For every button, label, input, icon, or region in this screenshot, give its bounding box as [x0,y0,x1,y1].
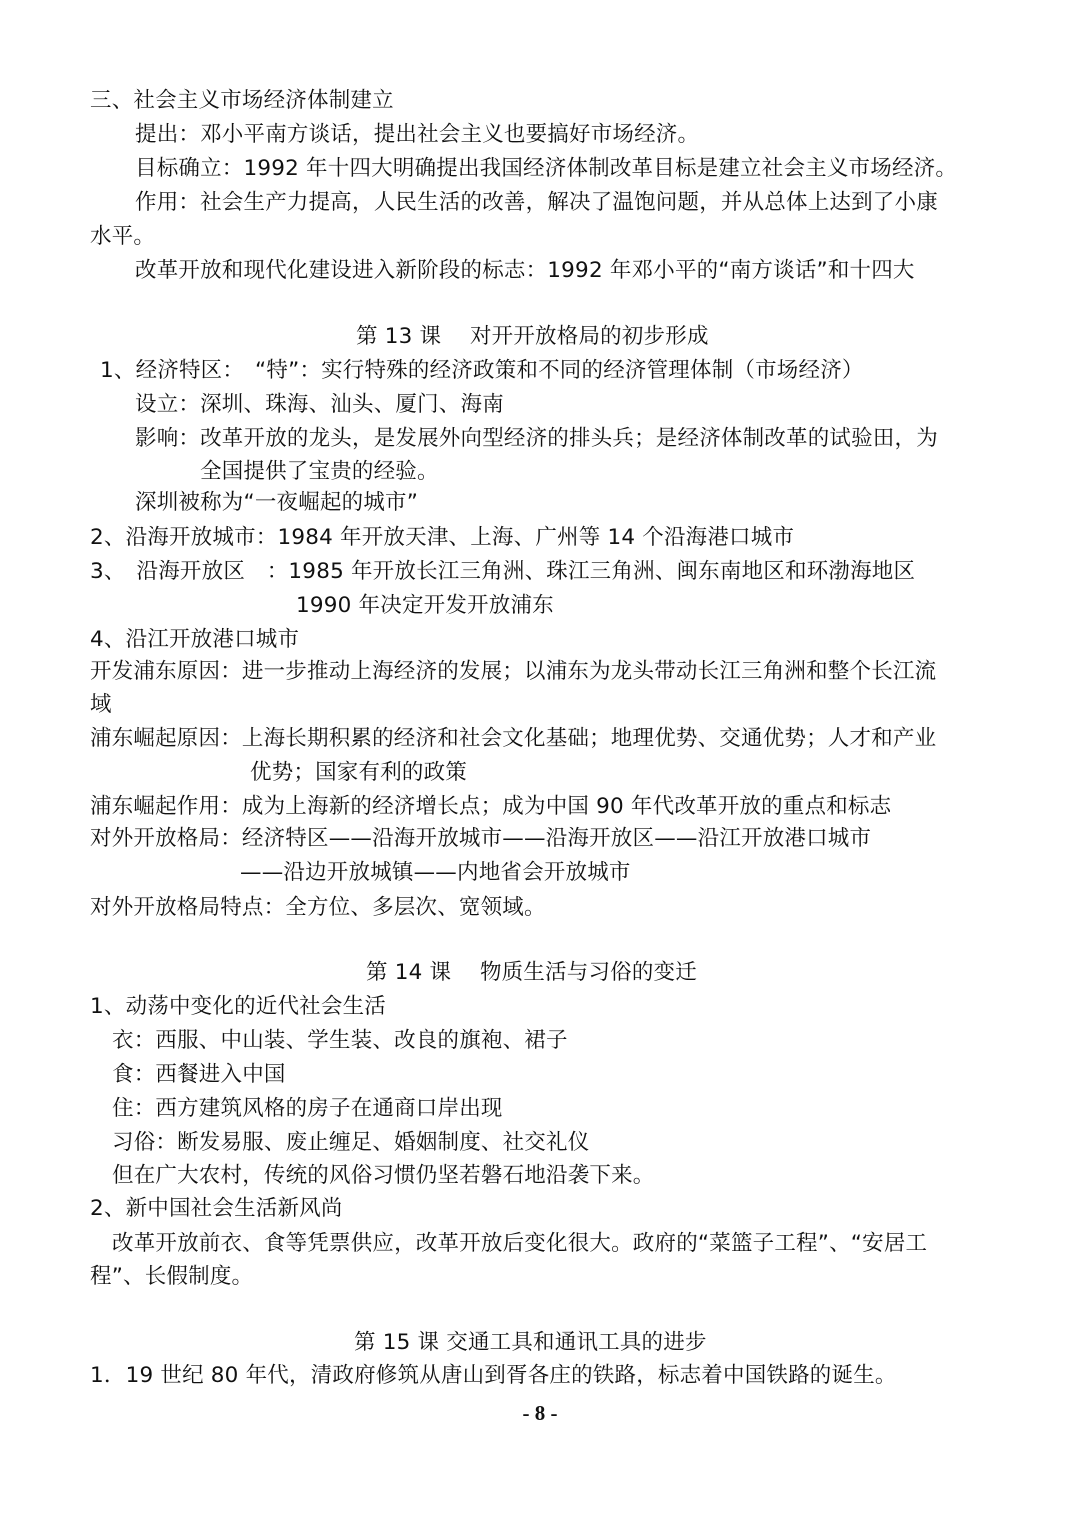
text-line: 衣：西服、中山装、学生装、改良的旗袍、裙子 [112,1028,568,1053]
text-line: 开发浦东原因：进一步推动上海经济的发展；以浦东为龙头带动长江三角洲和整个长江流 [90,659,937,684]
text-line: 对外开放格局特点：全方位、多层次、宽领域。 [90,895,546,920]
text-line: ——沿边开放城镇——内地省会开放城市 [240,860,631,885]
text-line: 水平。 [90,224,156,249]
text-line: 浦东崛起作用：成为上海新的经济增长点；成为中国 90 年代改革开放的重点和标志 [90,794,892,819]
text-line: 影响：改革开放的龙头，是发展外向型经济的排头兵；是经济体制改革的试验田，为 [135,426,938,451]
text-line: 习俗：断发易服、废止缠足、婚姻制度、社交礼仪 [112,1130,590,1155]
lesson-title: 第 15 课 交通工具和通讯工具的进步 [354,1330,707,1355]
page-number: - 8 - [522,1401,558,1425]
section-heading: 2、新中国社会生活新风尚 [90,1196,343,1221]
text-line: 浦东崛起原因：上海长期积累的经济和社会文化基础；地理优势、交通优势；人才和产业 [90,726,937,751]
text-line: 1990 年决定开发开放浦东 [296,593,554,618]
text-line: 4、沿江开放港口城市 [90,627,300,652]
text-line: 深圳被称为“一夜崛起的城市” [135,490,419,515]
text-line: 1、经济特区： “特”：实行特殊的经济政策和不同的经济管理体制（市场经济） [100,358,864,383]
section-heading: 三、社会主义市场经济体制建立 [90,88,394,113]
text-line: 作用：社会生产力提高，人民生活的改善，解决了温饱问题，并从总体上达到了小康 [135,190,938,215]
text-line: 2、沿海开放城市：1984 年开放天津、上海、广州等 14 个沿海港口城市 [90,525,795,550]
lesson-title: 第 14 课 物质生活与习俗的变迁 [366,960,697,985]
text-line: 对外开放格局：经济特区——沿海开放城市——沿海开放区——沿江开放港口城市 [90,826,872,851]
text-line: 3、 沿海开放区 ：1985 年开放长江三角洲、珠江三角洲、闽东南地区和环渤海地区 [90,559,916,584]
text-line: 住：西方建筑风格的房子在通商口岸出现 [112,1096,503,1121]
text-line: 目标确立：1992 年十四大明确提出我国经济体制改革目标是建立社会主义市场经济。 [135,156,958,181]
text-line: 程”、长假制度。 [90,1264,254,1289]
text-line: 设立：深圳、珠海、汕头、厦门、海南 [135,392,504,417]
text-line: 但在广大农村，传统的风俗习惯仍坚若磐石地沿袭下来。 [112,1163,655,1188]
text-line: 改革开放前衣、食等凭票供应，改革开放后变化很大。政府的“菜篮子工程”、“安居工 [112,1231,928,1256]
lesson-title: 第 13 课 对开开放格局的初步形成 [356,324,709,349]
text-line: 优势；国家有利的政策 [250,760,468,785]
text-line: 全国提供了宝贵的经验。 [200,459,439,484]
text-line: 提出：邓小平南方谈话，提出社会主义也要搞好市场经济。 [135,122,700,147]
text-line: 1．19 世纪 80 年代，清政府修筑从唐山到胥各庄的铁路，标志着中国铁路的诞生。 [90,1363,897,1388]
text-line: 域 [90,692,112,717]
text-line: 改革开放和现代化建设进入新阶段的标志：1992 年邓小平的“南方谈话”和十四大 [135,258,915,283]
section-heading: 1、动荡中变化的近代社会生活 [90,994,386,1019]
text-line: 食：西餐进入中国 [112,1062,286,1087]
